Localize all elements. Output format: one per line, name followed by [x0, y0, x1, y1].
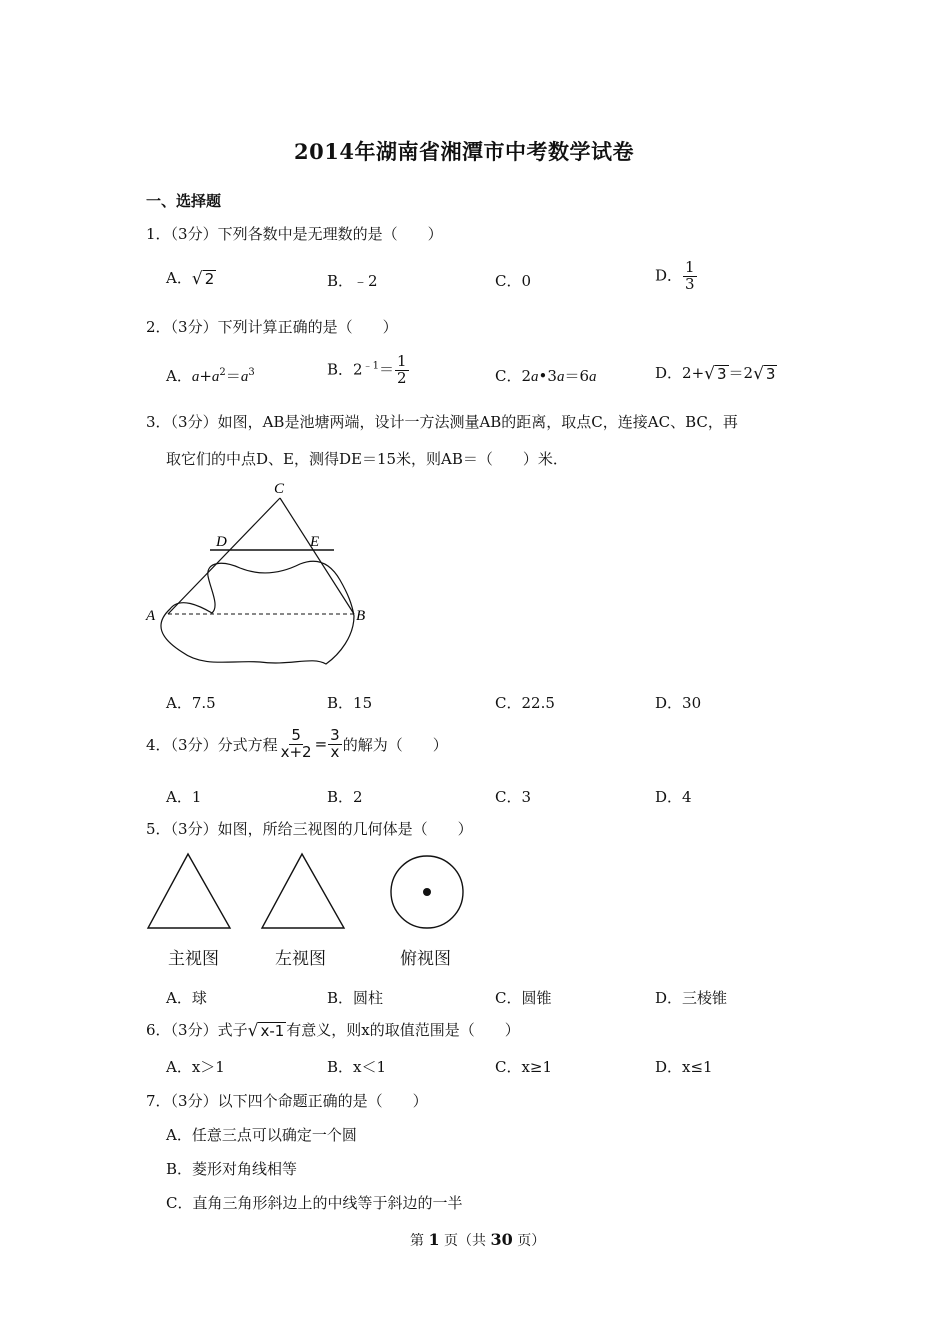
q2-option-a-label: A．	[166, 367, 192, 385]
view-label-front: 主视图	[168, 949, 219, 969]
denominator: x+2	[280, 742, 312, 761]
radicand: 3	[716, 365, 727, 383]
radicand: 2	[204, 270, 215, 288]
segment-ac	[168, 498, 280, 614]
footer-mid: 页（共	[444, 1233, 487, 1249]
question-1-stem: 1．（3分）下列各数中是无理数的是（ ）	[146, 225, 443, 243]
q4-option-c: C．3	[495, 788, 532, 806]
q3-option-c: C．22.5	[495, 694, 555, 712]
equals: ＝	[378, 360, 394, 379]
q4-option-d: D．4	[655, 788, 692, 806]
page-footer	[410, 1230, 545, 1250]
question-4-stem	[146, 728, 448, 761]
view-label-side: 左视图	[275, 949, 326, 969]
label-c: C	[274, 481, 285, 497]
front-view-triangle	[148, 854, 230, 928]
q2-option-b-label: B．2	[327, 360, 363, 379]
q7-option-b: B．菱形对角线相等	[166, 1160, 298, 1178]
pond-outline	[161, 561, 354, 664]
question-7-stem: 7．（3分）以下四个命题正确的是（ ）	[146, 1092, 428, 1110]
q6-option-b: B．x＜1	[327, 1058, 387, 1076]
label-d: D	[216, 534, 227, 550]
question-3-stem-line2: 取它们的中点D、E，测得DE＝15米，则AB＝（ ）米．	[166, 450, 568, 468]
q5-option-c: C．圆锥	[495, 989, 552, 1007]
question-6-stem	[146, 1019, 520, 1041]
sqrt: √ 3	[753, 364, 776, 384]
q5-option-b: B．圆柱	[327, 989, 384, 1007]
q2-option-d	[655, 362, 777, 384]
denominator: 3	[685, 274, 695, 293]
equals: =	[314, 735, 328, 754]
exponent: ﹣1	[362, 360, 379, 372]
q2-option-a: A．$a+a^2=a^3$	[166, 367, 255, 385]
q3-option-d: D．30	[655, 694, 702, 712]
q4-option-b: B．2	[327, 788, 363, 806]
q6-stem-post: 有意义，则x的取值范围是（ ）	[286, 1021, 520, 1039]
q4-stem-post: 的解为（ ）	[342, 735, 448, 754]
q6-option-c: C．x≥1	[495, 1058, 553, 1076]
page-total: 30	[490, 1230, 513, 1249]
sqrt: √ 3	[704, 364, 727, 384]
q4-option-a: A．1	[166, 788, 202, 806]
q2-option-c: C．2a•3a＝6a	[495, 367, 597, 385]
section-heading: 一、选择题	[146, 192, 222, 210]
pond-figure	[140, 476, 380, 672]
q1-option-b: B．﹣2	[327, 272, 378, 290]
q1-option-a	[166, 267, 216, 289]
top-view-dot	[423, 888, 431, 896]
q6-option-d: D．x≤1	[655, 1058, 713, 1076]
radicand: x-1	[260, 1022, 285, 1040]
sqrt: √ x-1	[247, 1021, 285, 1041]
three-views-figure	[140, 848, 480, 938]
numerator: 1	[396, 352, 407, 370]
q3-option-b: B．15	[327, 694, 373, 712]
numerator: 3	[330, 726, 340, 744]
q4-stem-pre: 4．（3分）分式方程	[146, 735, 278, 754]
page-number: 1	[428, 1230, 440, 1249]
footer-pre: 第	[410, 1233, 424, 1249]
fraction-right	[328, 728, 342, 761]
numerator: 5	[291, 726, 301, 744]
fraction	[395, 354, 409, 387]
question-5-stem: 5．（3分）如图，所给三视图的几何体是（ ）	[146, 820, 473, 838]
q2-option-d-label: D．2+	[655, 364, 705, 382]
question-3-stem-line1: 3．（3分）如图，AB是池塘两端，设计一方法测量AB的距离，取点C，连接AC、BC，再	[146, 413, 738, 431]
fraction-left	[279, 728, 314, 761]
q7-option-c: C．直角三角形斜边上的中线等于斜边的一半	[166, 1194, 463, 1212]
numerator: 1	[685, 258, 695, 276]
q5-option-a: A．球	[166, 989, 207, 1007]
radicand: 3	[765, 365, 776, 383]
denominator: x	[330, 742, 340, 761]
denominator: 2	[396, 368, 407, 387]
segment-bc	[280, 498, 354, 614]
page-title: 2014年湖南省湘潭市中考数学试卷	[294, 139, 634, 164]
q1-option-c: C．0	[495, 272, 532, 290]
label-b: B	[356, 608, 366, 624]
q6-stem-pre: 6．（3分）式子	[146, 1021, 248, 1039]
label-e: E	[310, 534, 320, 550]
fraction	[683, 260, 697, 293]
footer-post: 页）	[517, 1233, 546, 1249]
q2-option-c-label: C．	[495, 367, 522, 385]
q3-option-a: A．7.5	[166, 694, 216, 712]
sqrt: √ 2	[191, 269, 215, 289]
equals-part: ＝2	[728, 364, 754, 382]
label-a: A	[146, 608, 156, 624]
q1-option-d	[655, 260, 698, 293]
q7-option-a: A．任意三点可以确定一个圆	[166, 1126, 357, 1144]
q5-option-d: D．三棱锥	[655, 989, 728, 1007]
q1-option-a-label: A．	[166, 269, 192, 287]
q1-option-d-label: D．	[655, 266, 683, 285]
q6-option-a: A．x＞1	[166, 1058, 225, 1076]
q2-option-b	[327, 354, 410, 387]
view-label-top: 俯视图	[400, 949, 451, 969]
side-view-triangle	[262, 854, 344, 928]
question-2-stem: 2．（3分）下列计算正确的是（ ）	[146, 318, 398, 336]
